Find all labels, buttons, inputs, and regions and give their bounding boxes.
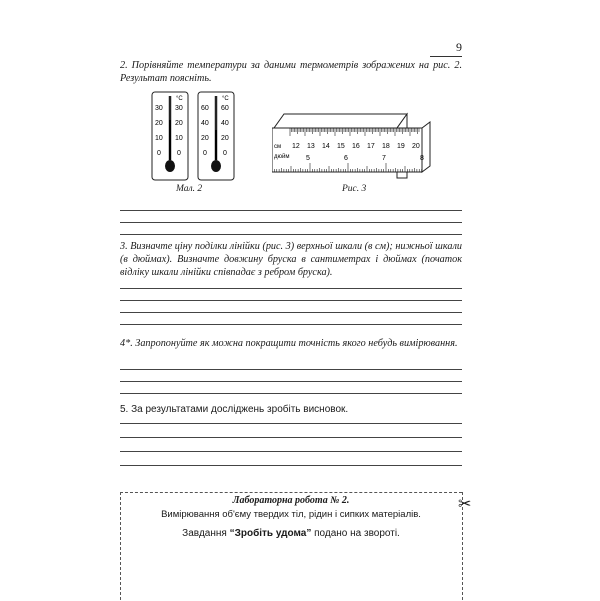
scissors-icon: ✂ (458, 496, 472, 513)
lab-home-bold: “Зробіть удома” (229, 528, 312, 539)
lab-subtitle: Вимірювання об'єму твердих тіл, рідин і сипких матеріалів. (161, 509, 421, 520)
ruler-top-label: 12 (292, 143, 300, 150)
thermo-right-tick: 40 (201, 120, 209, 127)
ruler-top-label: 15 (337, 143, 345, 150)
ruler-bottom-label: 5 (306, 155, 310, 162)
ruler-top-label: 18 (382, 143, 390, 150)
answer-line (120, 369, 462, 370)
thermo-left-tick: 0 (157, 150, 161, 157)
ruler-bottom-label: 6 (344, 155, 348, 162)
answer-line (120, 324, 462, 325)
ruler-bottom-label: 7 (382, 155, 386, 162)
answer-line (120, 381, 462, 382)
answer-line (120, 393, 462, 394)
thermo-left-rtick: 30 (175, 105, 183, 112)
lab-home-note (120, 528, 462, 539)
ruler-top-unit: см (274, 144, 282, 150)
thermo-left-rtick: 20 (175, 120, 183, 127)
thermo-right-tick: 20 (201, 135, 209, 142)
thermo-right-rtick: 0 (223, 150, 227, 157)
answer-line (120, 288, 462, 289)
ruler-top-label: 14 (322, 143, 330, 150)
figure-caption-ruler: Рис. 3 (342, 184, 367, 194)
task-5-text: 5. За результатами досліджень зробіть висновок. (120, 404, 349, 415)
thermo-right-rtick: 40 (221, 120, 229, 127)
page-number: 9 (456, 40, 462, 54)
answer-line (120, 465, 462, 466)
ruler-top-label: 20 (412, 143, 420, 150)
answer-line (120, 312, 462, 313)
lab-title: Лабораторна робота № 2. (232, 495, 350, 506)
thermo-left-tick: 30 (155, 105, 163, 112)
ruler-top-label: 17 (367, 143, 375, 150)
lab-home-prefix: Завдання (182, 528, 230, 539)
thermo-right-rtick: 60 (221, 105, 229, 112)
ruler-top-label: 16 (352, 143, 360, 150)
ruler-bottom-unit: дюйм (274, 154, 290, 160)
task-4-text: 4*. Запропонуйте як можна покращити точність якого небудь вимірювання. (120, 338, 458, 349)
ruler-figure (272, 108, 434, 183)
thermometer-right-unit: °C (222, 96, 229, 102)
answer-line (120, 437, 462, 438)
thermo-right-tick: 0 (203, 150, 207, 157)
thermo-left-rtick: 0 (177, 150, 181, 157)
task-3-text: 3. Визначте ціну поділки лінійки (рис. 3) верхньої шкали (в см); нижньої шкали (в дюймах). Визначте довжину бруска в сантиметрах і дюймах (початок відліку шкали лінійки співпадає з ребром бруска). (120, 241, 462, 278)
answer-line (120, 300, 462, 301)
thermo-right-rtick: 20 (221, 135, 229, 142)
figure-caption-thermometers: Мал. 2 (176, 184, 203, 194)
ruler-top-label: 19 (397, 143, 405, 150)
answer-line (120, 451, 462, 452)
thermometer-left (152, 92, 188, 180)
ruler-top-label: 13 (307, 143, 315, 150)
answer-line (120, 210, 462, 211)
thermometers-figure (150, 90, 240, 185)
answer-line (120, 423, 462, 424)
thermo-left-rtick: 10 (175, 135, 183, 142)
thermo-left-tick: 10 (155, 135, 163, 142)
thermometer-right (198, 92, 234, 180)
task-2-text: 2. Порівняйте температури за даними термометрів зображених на рис. 2. Результат поясніть. (120, 60, 462, 84)
answer-line (120, 234, 462, 235)
ruler-bottom-label: 8 (420, 155, 424, 162)
thermometer-left-unit: °C (176, 96, 183, 102)
thermo-right-tick: 60 (201, 105, 209, 112)
lab-home-suffix: подано на звороті. (311, 528, 400, 539)
answer-line (120, 222, 462, 223)
thermo-left-tick: 20 (155, 120, 163, 127)
page-number-rule (430, 56, 462, 57)
